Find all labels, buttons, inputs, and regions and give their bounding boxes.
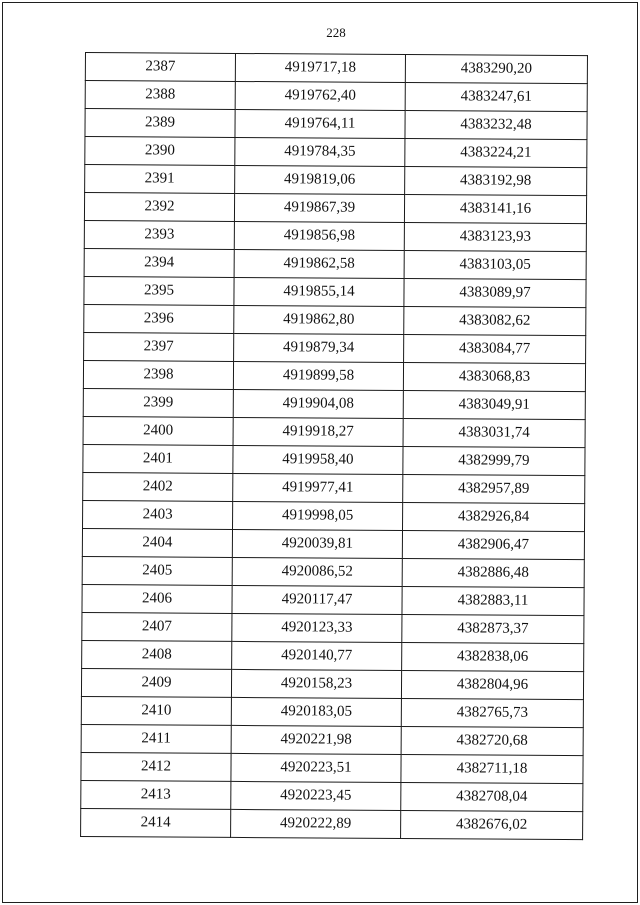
y-coordinate-cell: 4382676,02 (401, 810, 583, 839)
table-row (84, 248, 586, 279)
x-coordinate-cell: 4919764,11 (235, 109, 405, 138)
x-coordinate-cell: 4920140,77 (232, 641, 402, 670)
point-number-cell: 2394 (84, 248, 234, 277)
point-number-cell: 2411 (81, 724, 231, 753)
x-coordinate-cell: 4919977,41 (233, 473, 403, 502)
x-coordinate-cell: 4919784,35 (235, 137, 405, 166)
table-row (84, 220, 586, 251)
y-coordinate-cell: 4383123,93 (404, 223, 586, 252)
point-number-cell: 2390 (85, 137, 235, 166)
point-number-cell: 2408 (82, 640, 232, 669)
x-coordinate-cell: 4919862,58 (234, 249, 404, 278)
table-row (83, 360, 585, 391)
x-coordinate-cell: 4919998,05 (233, 501, 403, 530)
table-row (85, 109, 587, 140)
y-coordinate-cell: 4382765,73 (401, 699, 583, 728)
y-coordinate-cell: 4382873,37 (402, 615, 584, 644)
point-number-cell: 2404 (82, 528, 232, 557)
table-row (82, 528, 584, 559)
y-coordinate-cell: 4382926,84 (402, 503, 584, 532)
point-number-cell: 2403 (83, 500, 233, 529)
x-coordinate-cell: 4920223,45 (231, 781, 401, 810)
table-row (82, 584, 584, 615)
point-number-cell: 2393 (84, 220, 234, 249)
table-row (81, 696, 583, 727)
point-number-cell: 2407 (82, 612, 232, 641)
point-number-cell: 2401 (83, 444, 233, 473)
point-number-cell: 2399 (83, 388, 233, 417)
x-coordinate-cell: 4920223,51 (231, 753, 401, 782)
coordinates-table (80, 52, 588, 840)
point-number-cell: 2392 (84, 193, 234, 222)
table-row (81, 808, 583, 839)
x-coordinate-cell: 4919717,18 (235, 53, 405, 82)
point-number-cell: 2389 (85, 109, 235, 138)
x-coordinate-cell: 4920039,81 (232, 529, 402, 558)
table-row (85, 53, 587, 84)
point-number-cell: 2409 (81, 668, 231, 697)
y-coordinate-cell: 4382720,68 (401, 727, 583, 756)
y-coordinate-cell: 4383084,77 (404, 335, 586, 364)
table-row (83, 500, 585, 531)
x-coordinate-cell: 4919899,58 (233, 361, 403, 390)
y-coordinate-cell: 4382883,11 (402, 587, 584, 616)
y-coordinate-cell: 4382906,47 (402, 531, 584, 560)
table-row (81, 668, 583, 699)
x-coordinate-cell: 4919819,06 (235, 165, 405, 194)
table-row (81, 780, 583, 811)
y-coordinate-cell: 4382838,06 (402, 643, 584, 672)
x-coordinate-cell: 4919762,40 (235, 81, 405, 110)
table-row (84, 304, 586, 335)
table-row (85, 81, 587, 112)
y-coordinate-cell: 4382886,48 (402, 559, 584, 588)
point-number-cell: 2388 (85, 81, 235, 110)
point-number-cell: 2410 (81, 696, 231, 725)
table-row (85, 137, 587, 168)
x-coordinate-cell: 4920086,52 (232, 557, 402, 586)
table-row (84, 193, 586, 224)
x-coordinate-cell: 4919867,39 (234, 193, 404, 222)
y-coordinate-cell: 4383049,91 (403, 391, 585, 420)
table-row (82, 556, 584, 587)
table-row (82, 640, 584, 671)
x-coordinate-cell: 4919958,40 (233, 445, 403, 474)
table-row (83, 472, 585, 503)
table-row (84, 276, 586, 307)
point-number-cell: 2402 (83, 472, 233, 501)
y-coordinate-cell: 4383192,98 (405, 167, 587, 196)
y-coordinate-cell: 4382804,96 (401, 671, 583, 700)
table-row (84, 332, 586, 363)
table-row (85, 165, 587, 196)
y-coordinate-cell: 4383232,48 (405, 111, 587, 140)
point-number-cell: 2414 (81, 808, 231, 837)
y-coordinate-cell: 4382708,04 (401, 782, 583, 811)
point-number-cell: 2400 (83, 416, 233, 445)
coordinates-table-container (80, 52, 587, 840)
point-number-cell: 2413 (81, 780, 231, 809)
table-row (83, 444, 585, 475)
y-coordinate-cell: 4382999,79 (403, 447, 585, 476)
x-coordinate-cell: 4920158,23 (231, 669, 401, 698)
point-number-cell: 2387 (85, 53, 235, 82)
x-coordinate-cell: 4919855,14 (234, 277, 404, 306)
table-row (82, 612, 584, 643)
page-number: 228 (326, 25, 346, 40)
x-coordinate-cell: 4920183,05 (231, 697, 401, 726)
y-coordinate-cell: 4383141,16 (404, 195, 586, 224)
point-number-cell: 2398 (83, 360, 233, 389)
y-coordinate-cell: 4382957,89 (403, 475, 585, 504)
x-coordinate-cell: 4919918,27 (233, 417, 403, 446)
y-coordinate-cell: 4383031,74 (403, 419, 585, 448)
table-row (83, 388, 585, 419)
point-number-cell: 2395 (84, 276, 234, 305)
coordinates-table-body (81, 53, 588, 840)
x-coordinate-cell: 4920123,33 (232, 613, 402, 642)
point-number-cell: 2396 (84, 304, 234, 333)
x-coordinate-cell: 4919879,34 (234, 333, 404, 362)
point-number-cell: 2412 (81, 752, 231, 781)
y-coordinate-cell: 4383103,05 (404, 251, 586, 280)
table-row (83, 416, 585, 447)
table-row (81, 752, 583, 783)
y-coordinate-cell: 4383082,62 (404, 307, 586, 336)
point-number-cell: 2391 (85, 165, 235, 194)
x-coordinate-cell: 4920117,47 (232, 585, 402, 614)
y-coordinate-cell: 4383089,97 (404, 279, 586, 308)
point-number-cell: 2397 (84, 332, 234, 361)
y-coordinate-cell: 4383068,83 (403, 363, 585, 392)
y-coordinate-cell: 4383247,61 (405, 83, 587, 112)
y-coordinate-cell: 4383224,21 (405, 139, 587, 168)
x-coordinate-cell: 4919904,08 (233, 389, 403, 418)
x-coordinate-cell: 4920222,89 (231, 809, 401, 838)
x-coordinate-cell: 4919856,98 (234, 221, 404, 250)
point-number-cell: 2405 (82, 556, 232, 585)
x-coordinate-cell: 4919862,80 (234, 305, 404, 334)
x-coordinate-cell: 4920221,98 (231, 725, 401, 754)
y-coordinate-cell: 4383290,20 (405, 55, 587, 84)
y-coordinate-cell: 4382711,18 (401, 754, 583, 783)
point-number-cell: 2406 (82, 584, 232, 613)
table-row (81, 724, 583, 755)
